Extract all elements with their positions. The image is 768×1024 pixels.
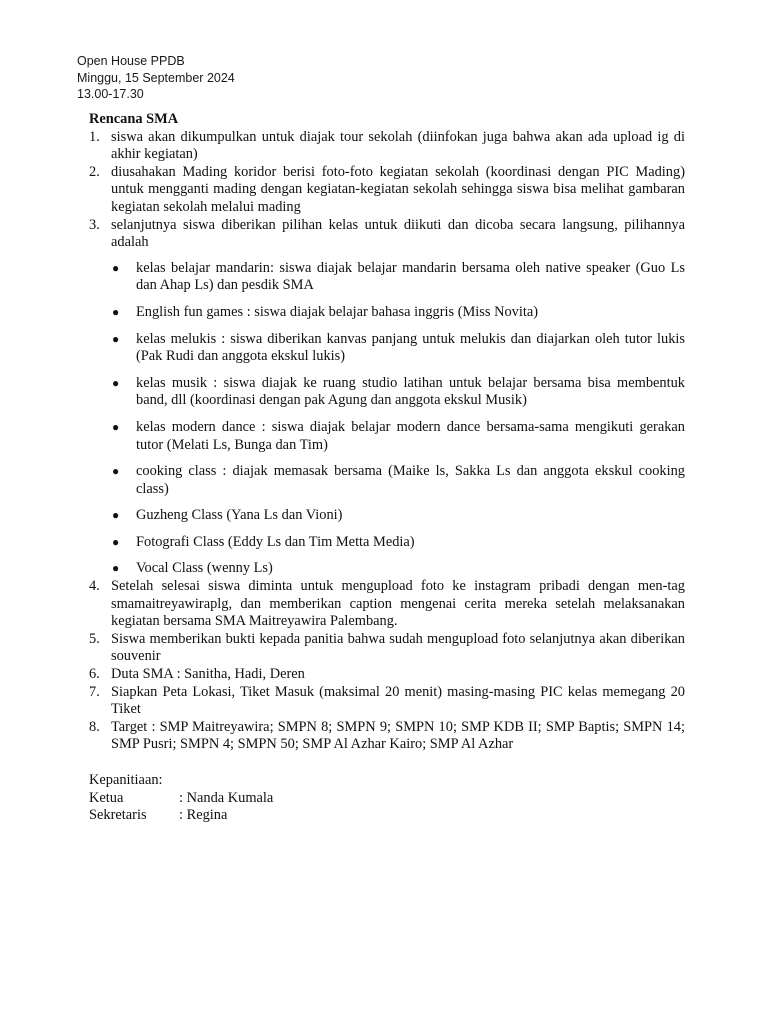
event-date: Minggu, 15 September 2024: [77, 70, 235, 85]
item-number: 3.: [89, 216, 100, 233]
committee-name: : Regina: [179, 807, 228, 824]
bullet-item: [111, 560, 685, 578]
list-item: [89, 666, 685, 684]
bullet-icon: ●: [112, 464, 120, 479]
item-number: 7.: [89, 683, 100, 700]
bullet-item: [111, 419, 685, 454]
bullet-item: [111, 260, 685, 295]
bullet-text: kelas musik : siswa diajak ke ruang studio latihan untuk belajar bersama bisa membentuk band, dll (koordinasi dengan pak Agung dan anggota ekskul Musik): [136, 374, 685, 409]
item-text: Duta SMA : Sanitha, Hadi, Deren: [111, 666, 305, 683]
bullet-text: kelas melukis : siswa diberikan kanvas panjang untuk melukis dan diajarkan oleh tutor lukis (Pak Rudi dan anggota ekskul lukis): [136, 330, 685, 365]
bullet-icon: ●: [112, 508, 120, 523]
item-text: Siapkan Peta Lokasi, Tiket Masuk (maksimal 20 menit) masing-masing PIC kelas memegang 20 Tiket: [111, 683, 685, 718]
item-number: 2.: [89, 163, 100, 180]
bullet-item: [111, 463, 685, 498]
bullet-text: Guzheng Class (Yana Ls dan Vioni): [136, 507, 343, 524]
bullet-text: Vocal Class (wenny Ls): [136, 560, 273, 577]
list-item: [89, 129, 685, 164]
list-item: [89, 684, 685, 719]
list-item: [89, 631, 685, 666]
bullet-text: kelas modern dance : siswa diajak belajar modern dance bersama-sama mengikuti gerakan tutor (Melati Ls, Bunga dan Tim): [136, 418, 685, 453]
committee-row: [89, 807, 685, 825]
event-title: Open House PPDB: [77, 54, 185, 68]
bullet-text: kelas belajar mandarin: siswa diajak belajar mandarin bersama oleh native speaker (Guo Ls dan Ahap Ls) dan pesdik SMA: [136, 259, 685, 294]
committee-title: Kepanitiaan:: [89, 772, 163, 788]
bullet-icon: ●: [112, 561, 120, 576]
bullet-icon: ●: [112, 375, 120, 390]
item-text: diusahakan Mading koridor berisi foto-foto kegiatan sekolah (koordinasi dengan PIC Mading) untuk mengganti mading dengan kegiatan-kegiatan sekolah sehingga siswa bisa melihat gambaran kegiatan sekolah melalui mading: [111, 163, 685, 215]
class-options-list: [111, 260, 685, 578]
item-number: 8.: [89, 718, 100, 735]
item-number: 5.: [89, 630, 100, 647]
bullet-icon: ●: [112, 304, 120, 319]
bullet-item: [111, 534, 685, 552]
list-item: [89, 217, 685, 579]
item-text: Siswa memberikan bukti kepada panitia bahwa sudah mengupload foto selanjutnya akan diberikan souvenir: [111, 630, 685, 665]
section-title: Rencana SMA: [89, 111, 179, 127]
list-item: [89, 719, 685, 754]
bullet-text: Fotografi Class (Eddy Ls dan Tim Metta Media): [136, 533, 415, 550]
event-header: [77, 53, 235, 103]
bullet-icon: ●: [112, 534, 120, 549]
item-body: [111, 217, 685, 579]
item-number: 4.: [89, 578, 100, 595]
list-item: [89, 578, 685, 631]
bullet-text: English fun games : siswa diajak belajar bahasa inggris (Miss Novita): [136, 303, 539, 320]
committee-role: Sekretaris: [89, 807, 147, 824]
bullet-item: [111, 507, 685, 525]
plan-document: [89, 111, 685, 825]
bullet-icon: ●: [112, 260, 120, 275]
committee-section: [89, 772, 685, 825]
committee-row: [89, 790, 685, 808]
bullet-item: [111, 331, 685, 366]
item-text: siswa akan dikumpulkan untuk diajak tour sekolah (diinfokan juga bahwa akan ada upload ig di akhir kegiatan): [111, 128, 685, 163]
bullet-item: [111, 375, 685, 410]
bullet-icon: ●: [112, 331, 120, 346]
item-number: 1.: [89, 128, 100, 145]
bullet-icon: ●: [112, 419, 120, 434]
item-text: Target : SMP Maitreyawira; SMPN 8; SMPN 9; SMPN 10; SMP KDB II; SMP Baptis; SMPN 14; SMP Pusri; SMPN 4; SMPN 50; SMP Al Azhar Kairo; SMP Al Azhar: [111, 718, 685, 753]
event-time: 13.00-17.30: [77, 87, 144, 101]
committee-role: Ketua: [89, 789, 124, 806]
item-text: selanjutnya siswa diberikan pilihan kelas untuk diikuti dan dicoba secara langsung, pilihannya adalah: [111, 216, 685, 251]
bullet-text: cooking class : diajak memasak bersama (Maike ls, Sakka Ls dan anggota ekskul cooking class): [136, 463, 685, 497]
committee-name: : Nanda Kumala: [179, 789, 274, 806]
item-number: 6.: [89, 666, 100, 683]
list-item: [89, 164, 685, 217]
item-text: Setelah selesai siswa diminta untuk mengupload foto ke instagram pribadi dengan men-tag smamaitreyawiraplg, dan memberikan caption mengenai cerita mereka setelah melaksanakan kegiatan bersama SMA Maitreyawira Palembang.: [111, 578, 685, 630]
bullet-item: [111, 304, 685, 322]
